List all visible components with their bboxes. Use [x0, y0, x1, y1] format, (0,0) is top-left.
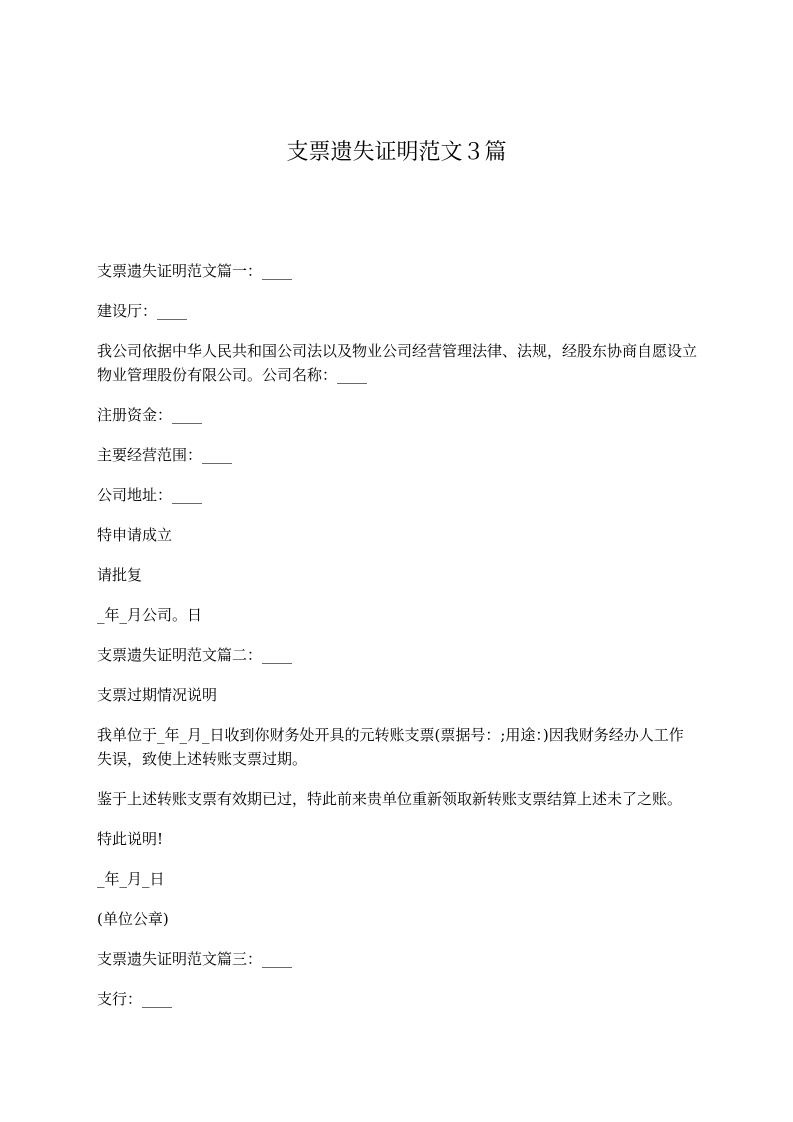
paragraph-3: 我公司依据中华人民共和国公司法以及物业公司经营管理法律、法规，经股东协商自愿设立物业管理股份有限公司。公司名称：____	[97, 342, 698, 384]
paragraph-6: 公司地址：____	[97, 486, 203, 504]
page-title: 支票遗失证明范文３篇	[286, 140, 507, 165]
paragraph-17: 支票遗失证明范文篇三：____	[97, 950, 293, 968]
paragraph-10: 支票遗失证明范文篇二：____	[97, 646, 293, 664]
paragraph-11: 支票过期情况说明	[97, 686, 218, 704]
paragraph-12: 我单位于_年_月_日收到你财务处开具的元转账支票(票据号：;用途：)因我财务经办人工作失误，致使上述转账支票过期。	[97, 726, 684, 768]
paragraph-13: 鉴于上述转账支票有效期已过，特此前来贵单位重新领取新转账支票结算上述未了之账。	[97, 790, 683, 808]
paragraph-15: _年_月_日	[97, 870, 165, 888]
paragraph-1: 支票遗失证明范文篇一：____	[97, 262, 293, 280]
paragraph-18: 支行：____	[97, 990, 173, 1008]
paragraph-14: 特此说明!	[97, 830, 164, 848]
paragraph-8: 请批复	[97, 566, 143, 584]
document-body	[97, 259, 697, 1027]
paragraph-2: 建设厅：____	[97, 302, 188, 320]
paragraph-9: _年_月公司。日	[97, 606, 203, 624]
paragraph-16: (单位公章)	[97, 910, 169, 928]
paragraph-4: 注册资金：____	[97, 406, 203, 424]
paragraph-5: 主要经营范围：____	[97, 446, 233, 464]
paragraph-7: 特申请成立	[97, 526, 173, 544]
